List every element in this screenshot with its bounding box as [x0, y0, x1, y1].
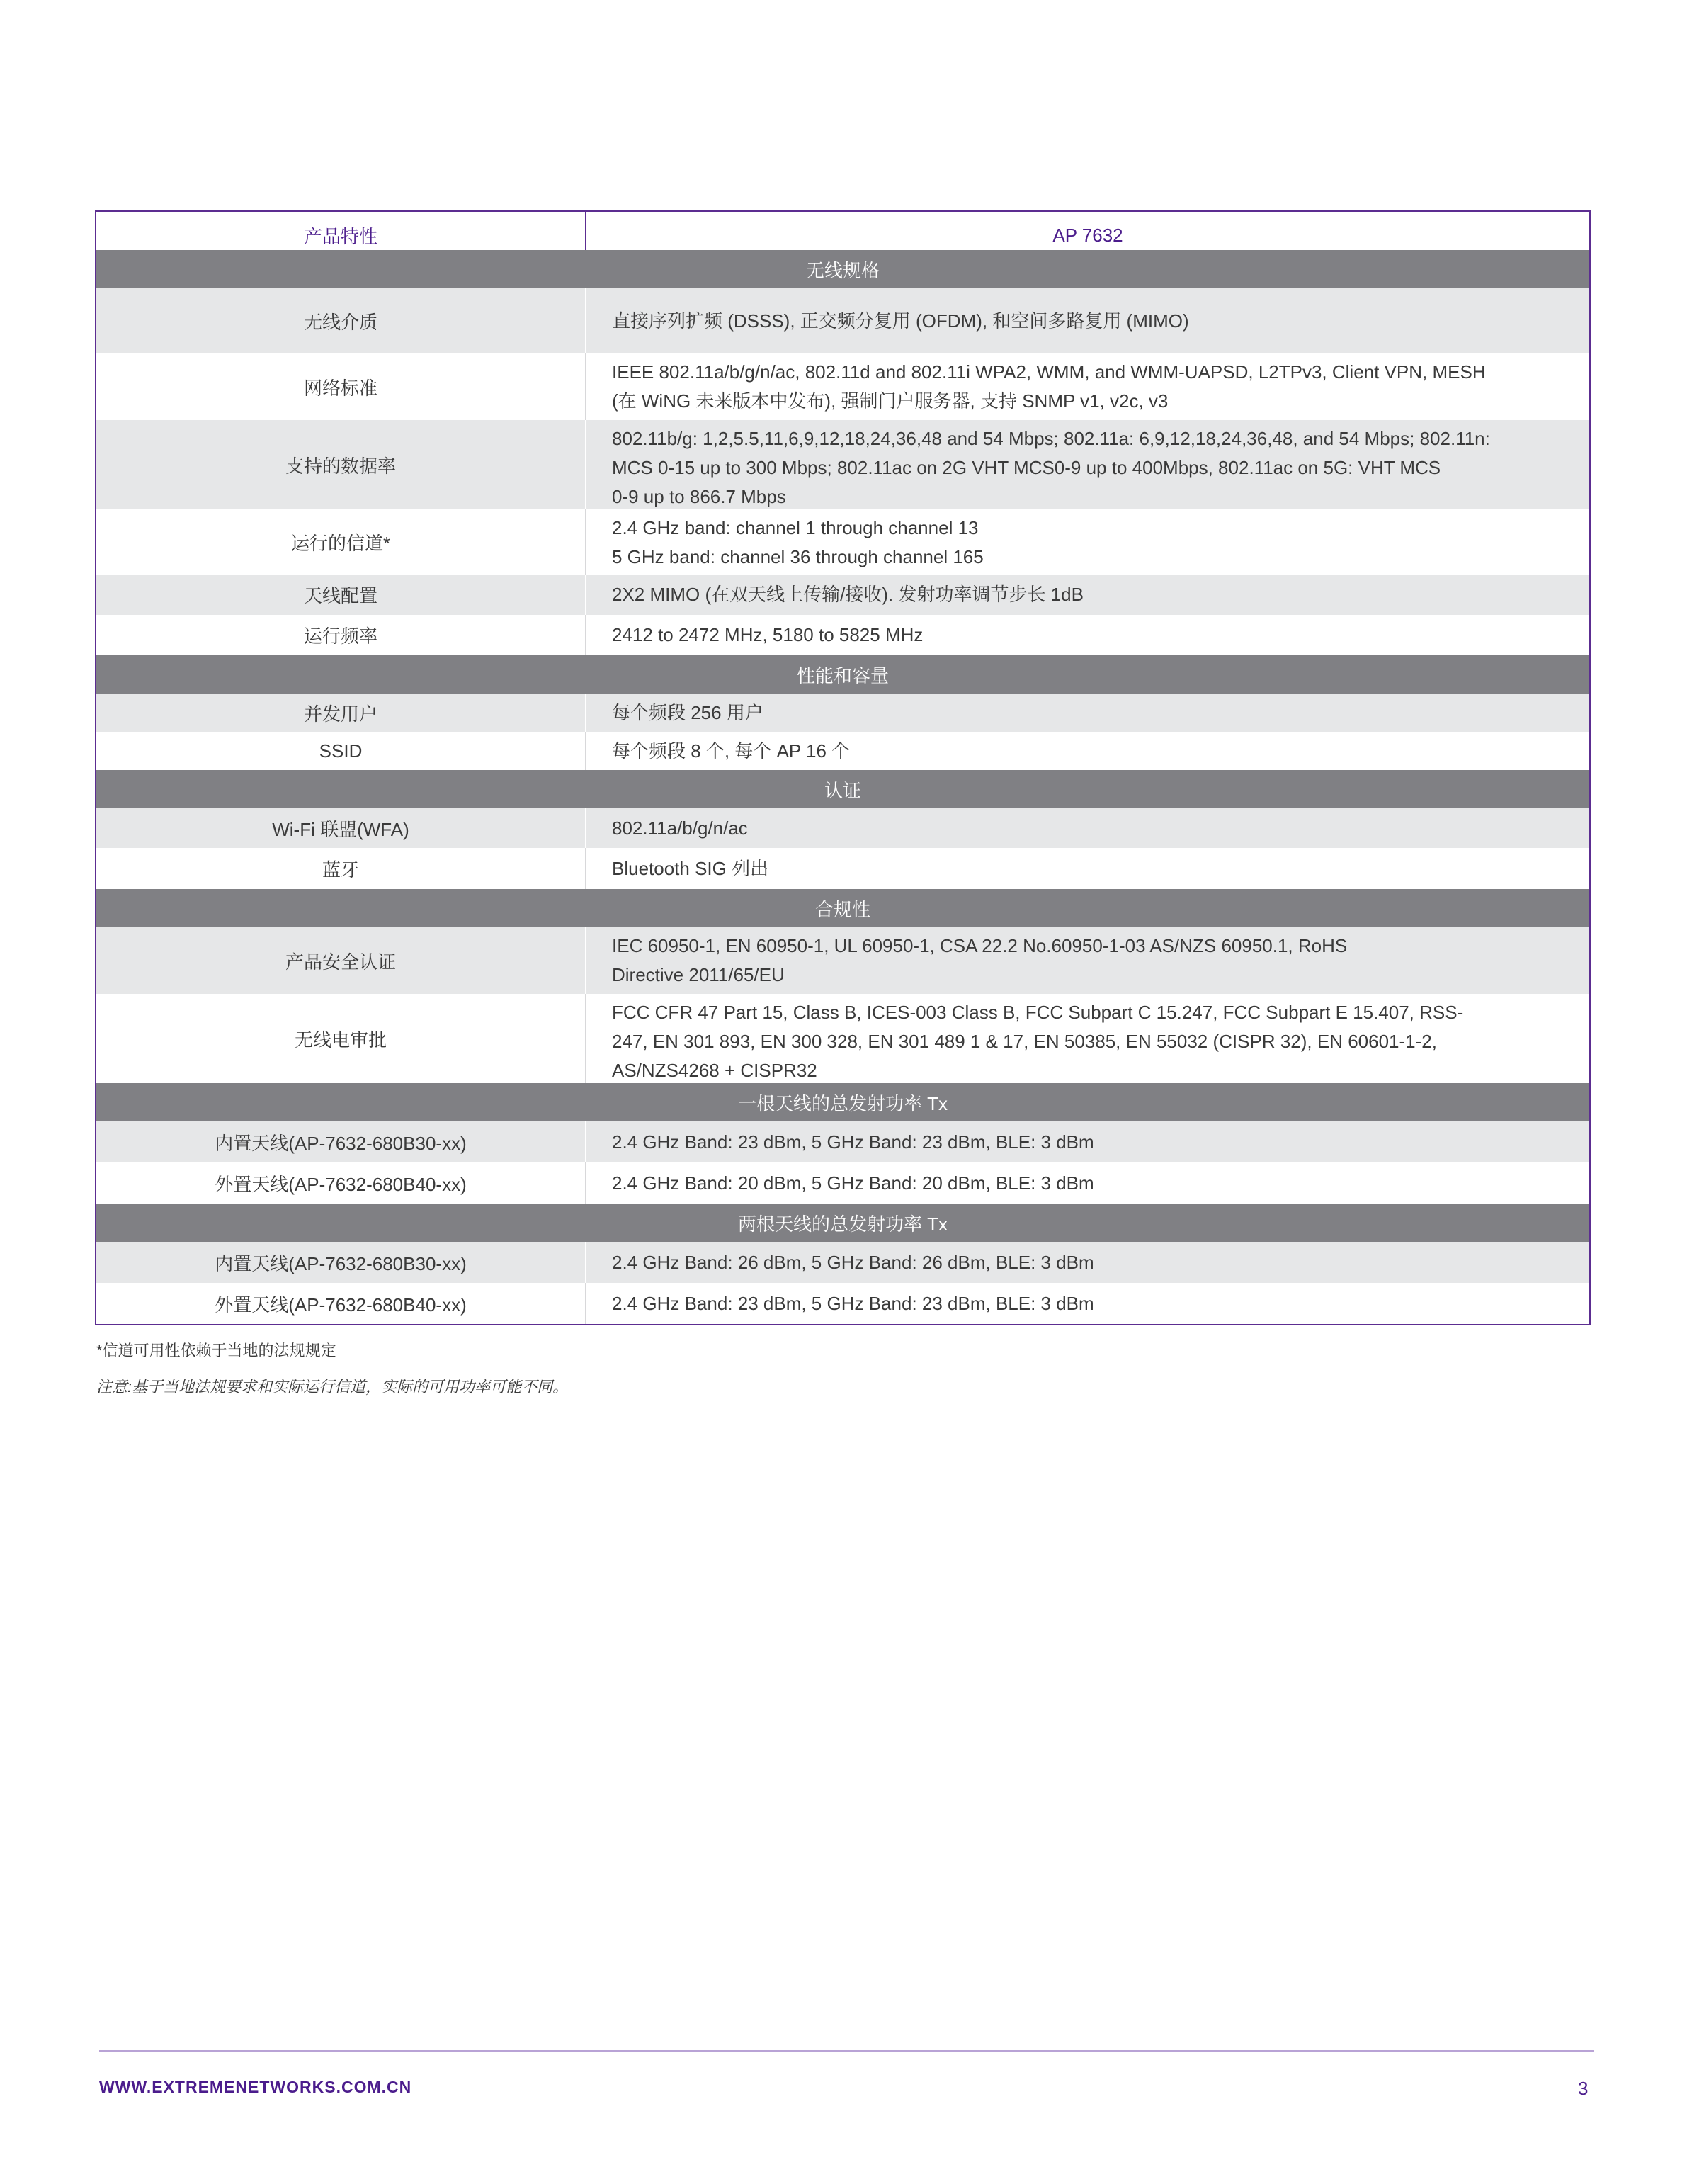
- row-value-line: AS/NZS4268 + CISPR32: [612, 1060, 817, 1081]
- row-label: SSID: [96, 732, 586, 770]
- row-value: [586, 808, 1589, 848]
- table-row: [96, 575, 1589, 615]
- row-value: [586, 509, 1589, 575]
- section-header: 合规性: [96, 889, 1589, 927]
- row-value-line: 2.4 GHz Band: 23 dBm, 5 GHz Band: 23 dBm, BLE: 3 dBm: [612, 1292, 1094, 1314]
- row-value-line: 5 GHz band: channel 36 through channel 165: [612, 546, 984, 567]
- table-body: [96, 250, 1589, 1324]
- section-header: 一根天线的总发射功率 Tx: [96, 1083, 1589, 1121]
- table-row: [96, 927, 1589, 994]
- row-label: 内置天线(AP-7632-680B30-xx): [96, 1242, 586, 1283]
- page-number: 3: [1578, 2078, 1589, 2099]
- row-value-line: FCC CFR 47 Part 15, Class B, ICES-003 Class B, FCC Subpart C 15.247, FCC Subpart E 15.407, RSS-: [612, 1002, 1464, 1023]
- row-label: 支持的数据率: [96, 420, 586, 509]
- row-label: Wi-Fi 联盟(WFA): [96, 808, 586, 848]
- row-value-line: 直接序列扩频 (DSSS), 正交频分复用 (OFDM), 和空间多路复用 (MIMO): [612, 310, 1189, 332]
- spec-table: [95, 210, 1591, 1325]
- row-value: [586, 1162, 1589, 1204]
- row-label: 天线配置: [96, 575, 586, 615]
- table-row: [96, 1283, 1589, 1324]
- row-value-line: Bluetooth SIG 列出: [612, 857, 769, 879]
- table-row: [96, 353, 1589, 420]
- row-label: 外置天线(AP-7632-680B40-xx): [96, 1283, 586, 1324]
- row-value-line: 2412 to 2472 MHz, 5180 to 5825 MHz: [612, 624, 924, 645]
- row-value: [586, 353, 1589, 420]
- table-row: [96, 509, 1589, 575]
- footer-url: WWW.EXTREMENETWORKS.COM.CN: [99, 2078, 412, 2096]
- row-value-line: 每个频段 256 用户: [612, 701, 763, 723]
- table-row: [96, 808, 1589, 848]
- row-value-line: 2.4 GHz Band: 20 dBm, 5 GHz Band: 20 dBm, BLE: 3 dBm: [612, 1172, 1094, 1194]
- table-row: [96, 732, 1589, 770]
- row-value-line: 0-9 up to 866.7 Mbps: [612, 486, 786, 507]
- table-row: [96, 694, 1589, 732]
- row-value: [586, 615, 1589, 655]
- row-label: 外置天线(AP-7632-680B40-xx): [96, 1162, 586, 1204]
- row-label: 并发用户: [96, 694, 586, 732]
- row-value-line: Directive 2011/65/EU: [612, 964, 785, 985]
- table-row: [96, 1162, 1589, 1204]
- table-row: [96, 1121, 1589, 1162]
- section-header: 无线规格: [96, 250, 1589, 288]
- row-value: [586, 288, 1589, 353]
- row-value: [586, 1283, 1589, 1324]
- row-label: 运行的信道*: [96, 509, 586, 575]
- header-feature: 产品特性: [96, 212, 586, 250]
- table-row: [96, 994, 1589, 1083]
- row-label: 无线电审批: [96, 994, 586, 1083]
- table-header: [96, 212, 1589, 250]
- row-label: 运行频率: [96, 615, 586, 655]
- row-value-line: MCS 0-15 up to 300 Mbps; 802.11ac on 2G VHT MCS0-9 up to 400Mbps, 802.11ac on 5G: VHT MCS: [612, 457, 1441, 478]
- row-label: 无线介质: [96, 288, 586, 353]
- row-value-line: 每个频段 8 个, 每个 AP 16 个: [612, 740, 851, 762]
- row-value: [586, 927, 1589, 994]
- table-row: [96, 1242, 1589, 1283]
- power-footnote: 注意:基于当地法规要求和实际运行信道，实际的可用功率可能不同。: [96, 1378, 569, 1396]
- footer-divider: [99, 2050, 1594, 2052]
- channel-footnote: *信道可用性依赖于当地的法规规定: [96, 1342, 336, 1359]
- row-label: 内置天线(AP-7632-680B30-xx): [96, 1121, 586, 1162]
- table-row: [96, 615, 1589, 655]
- row-value: [586, 694, 1589, 732]
- row-value: [586, 732, 1589, 770]
- row-value-line: IEC 60950-1, EN 60950-1, UL 60950-1, CSA 22.2 No.60950-1-03 AS/NZS 60950.1, RoHS: [612, 935, 1348, 956]
- row-value: [586, 994, 1589, 1083]
- section-header: 性能和容量: [96, 655, 1589, 694]
- row-value-line: 247, EN 301 893, EN 300 328, EN 301 489 1 & 17, EN 50385, EN 55032 (CISPR 32), EN 60601-1-2,: [612, 1031, 1437, 1052]
- row-value-line: 2.4 GHz Band: 26 dBm, 5 GHz Band: 26 dBm, BLE: 3 dBm: [612, 1251, 1094, 1273]
- row-value: [586, 575, 1589, 615]
- table-row: [96, 288, 1589, 353]
- row-label: 蓝牙: [96, 848, 586, 889]
- row-value: [586, 848, 1589, 889]
- section-header: 认证: [96, 770, 1589, 808]
- row-value-line: 802.11a/b/g/n/ac: [612, 817, 748, 839]
- row-value-line: 2.4 GHz band: channel 1 through channel 13: [612, 517, 979, 538]
- table-row: [96, 420, 1589, 509]
- header-model: AP 7632: [1052, 224, 1123, 246]
- row-value: [586, 420, 1589, 509]
- table-row: [96, 848, 1589, 889]
- row-label: 网络标准: [96, 353, 586, 420]
- row-label: 产品安全认证: [96, 927, 586, 994]
- row-value: [586, 1121, 1589, 1162]
- row-value-line: (在 WiNG 未来版本中发布), 强制门户服务器, 支持 SNMP v1, v2c, v3: [612, 390, 1169, 412]
- row-value-line: 2.4 GHz Band: 23 dBm, 5 GHz Band: 23 dBm, BLE: 3 dBm: [612, 1131, 1094, 1153]
- row-value-line: 2X2 MIMO (在双天线上传输/接收). 发射功率调节步长 1dB: [612, 584, 1084, 605]
- footnotes: [96, 1339, 568, 1411]
- row-value: [586, 1242, 1589, 1283]
- row-value-line: 802.11b/g: 1,2,5.5,11,6,9,12,18,24,36,48 and 54 Mbps; 802.11a: 6,9,12,18,24,36,48, and 54 Mbps; 802.11n:: [612, 428, 1490, 449]
- section-header: 两根天线的总发射功率 Tx: [96, 1204, 1589, 1242]
- row-value-line: IEEE 802.11a/b/g/n/ac, 802.11d and 802.11i WPA2, WMM, and WMM-UAPSD, L2TPv3, Client VPN, MESH: [612, 361, 1486, 383]
